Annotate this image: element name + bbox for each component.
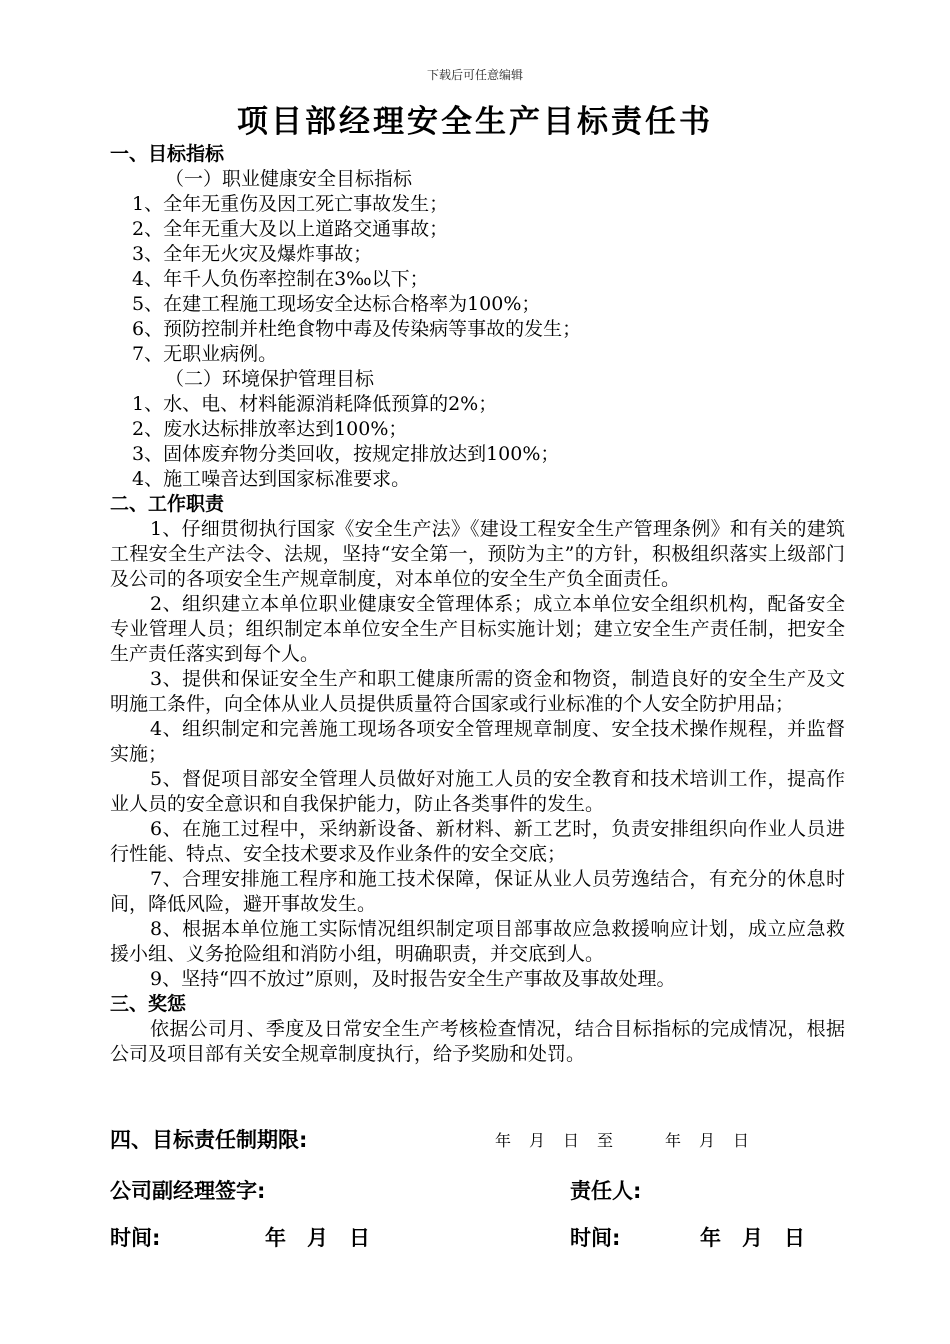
right-date: 年 月 日 (700, 1226, 805, 1250)
reward-paragraph: 依据公司月、季度及日常安全生产考核检查情况，结合目标指标的完成情况，根据公司及项目部有关安全规章制度执行，给予奖励和处罚。 (110, 1018, 845, 1065)
list-item: 1、水、电、材料能源消耗降低预算的2%； (132, 393, 498, 415)
duty-paragraph: 1、仔细贯彻执行国家《安全生产法》《建设工程安全生产管理条例》和有关的建筑工程安全生产法令、法规，坚持“安全第一，预防为主”的方针，积极组织落实上级部门及公司的各项安全生产规章制度，对本单位的安全生产负全面责任。 (110, 518, 845, 590)
term-date-range: 年 月 日 至 年 月 日 (495, 1131, 751, 1150)
duty-paragraph: 7、合理安排施工程序和施工技术保障，保证从业人员劳逸结合，有充分的休息时间，降低风险，避开事故发生。 (110, 868, 845, 915)
deputy-manager-signature-label: 公司副经理签字: (110, 1179, 266, 1203)
duty-paragraph: 3、提供和保证安全生产和职工健康所需的资金和物资，制造良好的安全生产及文明施工条件，向全体从业人员提供质量符合国家或行业标准的个人安全防护用品； (110, 668, 845, 715)
duty-paragraph: 9、坚持“四不放过”原则，及时报告安全生产事故及事故处理。 (150, 968, 676, 990)
section1-heading: 一、目标指标 (110, 143, 225, 165)
responsible-person-label: 责任人: (570, 1179, 642, 1203)
document-title: 项目部经理安全生产目标责任书 (237, 104, 713, 140)
duty-paragraph: 6、在施工过程中，采纳新设备、新材料、新工艺时，负责安排组织向作业人员进行性能、特点、安全技术要求及作业条件的安全交底； (110, 818, 845, 865)
list-item: 4、施工噪音达到国家标准要求。 (132, 468, 411, 490)
header-note: 下载后可任意编辑 (426, 68, 523, 82)
duty-paragraph: 5、督促项目部安全管理人员做好对施工人员的安全教育和技术培训工作，提高作业人员的安全意识和自我保护能力，防止各类事件的发生。 (110, 768, 845, 815)
section2-heading: 二、工作职责 (110, 493, 225, 515)
list-item: 5、在建工程施工现场安全达标合格率为100%； (132, 293, 541, 315)
sub2-list (110, 392, 845, 492)
list-item: 3、全年无火灾及爆炸事故； (132, 243, 373, 265)
left-time-label: 时间: (110, 1226, 161, 1250)
duty-paragraph: 8、根据本单位施工实际情况组织制定项目部事故应急救援响应计划，成立应急救援小组、义务抢险组和消防小组，明确职责，并交底到人。 (110, 918, 845, 965)
sub1-list (110, 192, 845, 367)
term-heading: 四、目标责任制期限: (110, 1128, 308, 1152)
list-item: 2、全年无重大及以上道路交通事故； (132, 218, 449, 240)
left-date: 年 月 日 (265, 1226, 370, 1250)
document-body (110, 142, 845, 1067)
sub2-heading: （二）环境保护管理目标 (165, 368, 375, 390)
duty-paragraph: 2、组织建立本单位职业健康安全管理体系；成立本单位安全组织机构，配备安全专业管理人员；组织制定本单位安全生产目标实施计划；建立安全生产责任制，把安全生产责任落实到每个人。 (110, 593, 845, 665)
list-item: 6、预防控制并杜绝食物中毒及传染病等事故的发生； (132, 318, 582, 340)
section3-heading: 三、奖惩 (110, 993, 187, 1015)
right-time-label: 时间: (570, 1226, 621, 1250)
list-item: 3、固体废弃物分类回收，按规定排放达到100%； (132, 443, 560, 465)
list-item: 1、全年无重伤及因工死亡事故发生； (132, 193, 449, 215)
duty-paragraph: 4、组织制定和完善施工现场各项安全管理规章制度、安全技术操作规程，并监督实施； (110, 718, 845, 765)
list-item: 7、无职业病例。 (132, 343, 278, 365)
list-item: 2、废水达标排放率达到100%； (132, 418, 408, 440)
list-item: 4、年千人负伤率控制在3‰以下； (132, 268, 429, 290)
sub1-heading: （一）职业健康安全目标指标 (165, 168, 413, 190)
